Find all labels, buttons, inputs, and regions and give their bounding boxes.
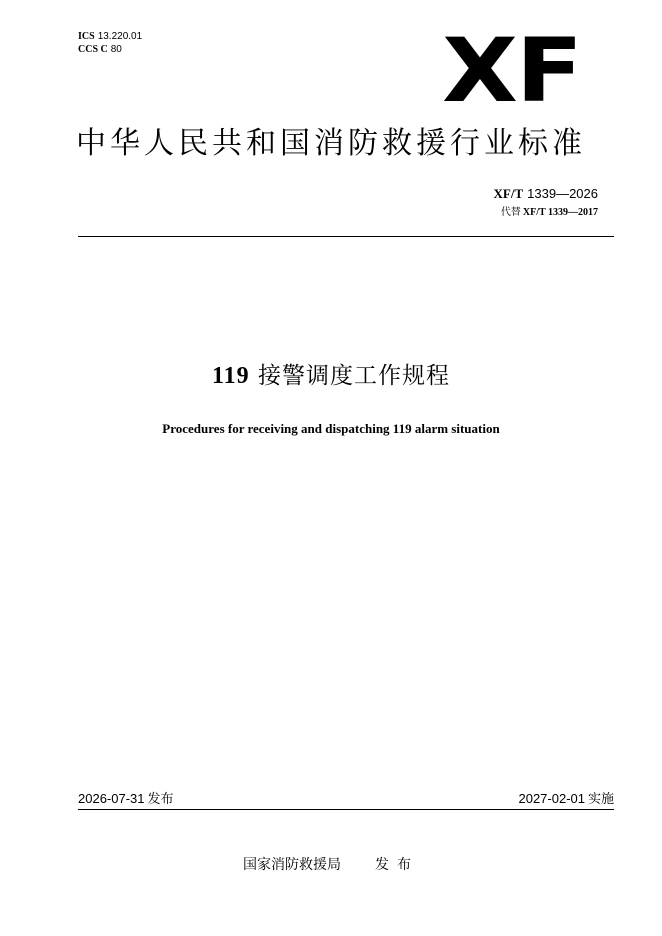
release-date: 2026-07-31 — [78, 791, 145, 806]
standard-number-line — [494, 186, 598, 202]
title-chinese: 接警调度工作规程 — [258, 363, 450, 389]
issuer-name: 国家消防救援局 — [243, 857, 341, 873]
standard-code: XF/T — [493, 186, 524, 201]
xf-logo: XF — [442, 19, 581, 122]
footer-divider — [78, 809, 614, 810]
implement-date: 2027-02-01 — [518, 791, 585, 806]
replaces-label: 代替 — [500, 207, 521, 218]
ccs-label: CCS C — [78, 44, 108, 55]
ics-value: 13.220.01 — [97, 31, 143, 42]
issuer-action: 发布 — [375, 857, 419, 873]
issuer-line — [0, 855, 662, 875]
ccs-value: 80 — [110, 44, 122, 55]
release-date-line — [78, 790, 174, 809]
implement-date-line — [518, 790, 614, 809]
classification-codes — [78, 30, 142, 56]
ccs-line — [78, 43, 142, 56]
standard-category: 中华人民共和国消防救援行业标准 — [76, 126, 586, 161]
ics-line — [78, 30, 142, 43]
implement-label: 实施 — [587, 792, 614, 807]
ics-label: ICS — [78, 31, 95, 42]
document-title-english: Procedures for receiving and dispatching 119 alarm situation — [162, 421, 500, 436]
release-label: 发布 — [147, 792, 174, 807]
standard-number: 1339—2026 — [527, 186, 598, 201]
replaces-line — [501, 206, 598, 220]
document-title — [0, 360, 662, 392]
title-number: 119 — [212, 363, 250, 389]
header-divider — [78, 236, 614, 237]
replaces-value: XF/T 1339—2017 — [522, 207, 598, 218]
